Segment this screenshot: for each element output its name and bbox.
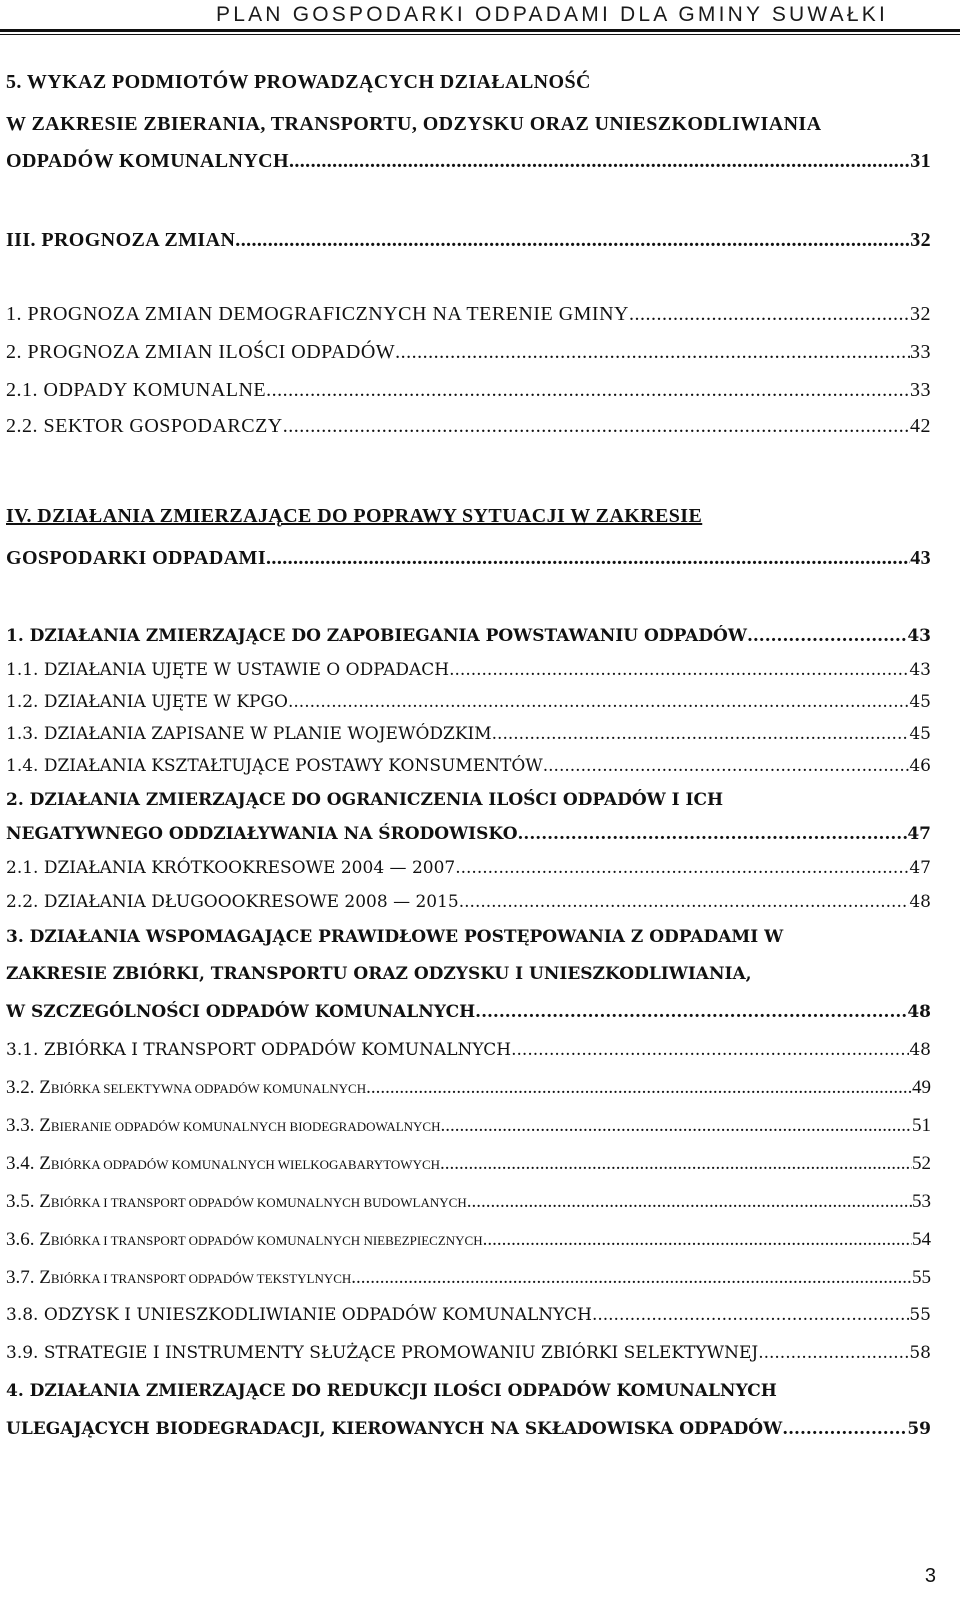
dot-leader [758, 1337, 909, 1369]
page-ref: 54 [912, 1229, 931, 1250]
toc-entry[interactable]: 3.3. ZBIERANIE ODPADÓW KOMUNALNYCH BIODEGRADOWALNYCH ..... 51 [6, 1110, 931, 1142]
toc-entry[interactable]: GOSPODARKI ODPADAMI ..... 43 [6, 542, 931, 574]
toc-entry[interactable]: 1.4. DZIAŁANIA KSZTAŁTUJĄCE POSTAWY KONSUMENTÓW ..... 46 [6, 750, 931, 782]
dot-leader [288, 686, 909, 718]
dot-leader [266, 374, 910, 406]
page-number: 3 [924, 1565, 936, 1587]
dot-leader [455, 852, 909, 884]
running-header: PLAN GOSPODARKI ODPADAMI DLA GMINY SUWAŁKI [216, 3, 888, 26]
page-ref: 43 [907, 626, 931, 646]
page-ref: 33 [910, 379, 931, 401]
toc-entry[interactable]: III. PROGNOZA ZMIAN ..... 32 [6, 224, 931, 256]
toc-entry[interactable]: 2.1. DZIAŁANIA KRÓTKOOKRESOWE 2004 — 2007 ..... 47 [6, 852, 931, 884]
dot-leader [449, 654, 909, 686]
page-ref: 55 [909, 1305, 931, 1325]
page-ref: 31 [910, 150, 931, 172]
page-ref: 51 [912, 1115, 931, 1136]
dot-leader [440, 1148, 912, 1180]
dot-leader [351, 1262, 912, 1294]
dot-leader [395, 336, 910, 368]
dot-leader [467, 1186, 912, 1218]
header-rule [0, 29, 960, 32]
toc-entry[interactable]: 3.7. ZBIÓRKA I TRANSPORT ODPADÓW TEKSTYLNYCH ..... 55 [6, 1262, 931, 1294]
dot-leader [235, 224, 910, 256]
toc-entry[interactable]: 1. DZIAŁANIA ZMIERZAJĄCE DO ZAPOBIEGANIA POWSTAWANIU ODPADÓW ..... 43 [6, 620, 931, 652]
page-ref: 33 [910, 341, 931, 363]
dot-leader [492, 718, 910, 750]
page-ref: 45 [909, 692, 931, 712]
toc-entry: 2. DZIAŁANIA ZMIERZAJĄCE DO OGRANICZENIA ILOŚCI ODPADÓW I ICH [6, 790, 724, 810]
toc-entry[interactable]: 3.6. ZBIÓRKA I TRANSPORT ODPADÓW KOMUNALNYCH NIEBEZPIECZNYCH ..... 54 [6, 1224, 931, 1256]
page-ref: 52 [912, 1153, 931, 1174]
page-ref: 48 [909, 892, 931, 912]
toc-entry[interactable]: 3.4. ZBIÓRKA ODPADÓW KOMUNALNYCH WIELKOGABARYTOWYCH ..... 52 [6, 1148, 931, 1180]
dot-leader [747, 620, 907, 652]
header-rule-thin [0, 34, 960, 35]
page-ref: 58 [909, 1343, 931, 1363]
dot-leader [366, 1072, 912, 1104]
toc-entry[interactable]: 2.1. ODPADY KOMUNALNE ..... 33 [6, 374, 931, 406]
page-ref: 32 [910, 229, 931, 251]
page-ref: 49 [912, 1077, 931, 1098]
page-ref: 47 [909, 858, 931, 878]
dot-leader [475, 996, 907, 1028]
page-ref: 48 [909, 1040, 931, 1060]
dot-leader [441, 1110, 913, 1142]
toc-entry[interactable]: ULEGAJĄCYCH BIODEGRADACJI, KIEROWANYCH NA SKŁADOWISKA ODPADÓW ..... 59 [6, 1413, 931, 1445]
toc-entry: ZAKRESIE ZBIÓRKI, TRANSPORTU ORAZ ODZYSKU I UNIESZKODLIWIANIA, [6, 964, 752, 984]
toc-entry[interactable]: W SZCZEGÓLNOŚCI ODPADÓW KOMUNALNYCH ..... 48 [6, 996, 931, 1028]
dot-leader [518, 818, 908, 850]
toc-entry[interactable]: 1.3. DZIAŁANIA ZAPISANE W PLANIE WOJEWÓDZKIM ..... 45 [6, 718, 931, 750]
page-ref: 48 [907, 1002, 931, 1022]
toc-entry[interactable]: 3.8. ODZYSK I UNIESZKODLIWIANIE ODPADÓW KOMUNALNYCH ..... 55 [6, 1299, 931, 1331]
dot-leader [459, 886, 910, 918]
toc-entry[interactable]: 2. PROGNOZA ZMIAN ILOŚCI ODPADÓW ..... 33 [6, 336, 931, 368]
dot-leader [511, 1034, 909, 1066]
toc-entry[interactable]: NEGATYWNEGO ODDZIAŁYWANIA NA ŚRODOWISKO ..... 47 [6, 818, 931, 850]
toc-entry: W ZAKRESIE ZBIERANIA, TRANSPORTU, ODZYSKU ORAZ UNIESZKODLIWIANIA [6, 113, 822, 135]
toc-entry[interactable]: 3.1. ZBIÓRKA I TRANSPORT ODPADÓW KOMUNALNYCH ..... 48 [6, 1034, 931, 1066]
toc-entry[interactable]: 3.9. STRATEGIE I INSTRUMENTY SŁUŻĄCE PROMOWANIU ZBIÓRKI SELEKTYWNEJ ..... 58 [6, 1337, 931, 1369]
dot-leader [266, 542, 910, 574]
toc-entry: 3. DZIAŁANIA WSPOMAGAJĄCE PRAWIDŁOWE POSTĘPOWANIA Z ODPADAMI W [6, 927, 784, 947]
dot-leader [283, 410, 910, 442]
page-ref: 45 [909, 724, 931, 744]
page-ref: 46 [909, 756, 931, 776]
page-ref: 32 [910, 303, 931, 325]
dot-leader [289, 145, 910, 177]
toc-entry[interactable]: 3.2. ZBIÓRKA SELEKTYWNA ODPADÓW KOMUNALNYCH ..... 49 [6, 1072, 931, 1104]
page-ref: 55 [912, 1267, 931, 1288]
toc-entry: 5. WYKAZ PODMIOTÓW PROWADZĄCYCH DZIAŁALNOŚĆ [6, 71, 591, 93]
page-ref: 47 [907, 824, 931, 844]
toc-entry: IV. DZIAŁANIA ZMIERZAJĄCE DO POPRAWY SYTUACJI W ZAKRESIE [6, 505, 703, 527]
toc-entry[interactable]: 1.2. DZIAŁANIA UJĘTE W KPGO ..... 45 [6, 686, 931, 718]
dot-leader [782, 1413, 907, 1445]
toc-entry[interactable]: 1.1. DZIAŁANIA UJĘTE W USTAWIE O ODPADACH ..... 43 [6, 654, 931, 686]
page-ref: 53 [912, 1191, 931, 1212]
toc-entry[interactable]: 1. PROGNOZA ZMIAN DEMOGRAFICZNYCH NA TERENIE GMINY ..... 32 [6, 298, 931, 330]
toc-entry: 4. DZIAŁANIA ZMIERZAJĄCE DO REDUKCJI ILOŚCI ODPADÓW KOMUNALNYCH [6, 1381, 777, 1401]
page-ref: 43 [909, 660, 931, 680]
toc-entry[interactable]: ODPADÓW KOMUNALNYCH ..... 31 [6, 145, 931, 177]
page-ref: 42 [910, 415, 931, 437]
dot-leader [483, 1224, 912, 1256]
toc-entry[interactable]: 3.5. ZBIÓRKA I TRANSPORT ODPADÓW KOMUNALNYCH BUDOWLANYCH ..... 53 [6, 1186, 931, 1218]
dot-leader [629, 298, 910, 330]
toc-entry[interactable]: 2.2. SEKTOR GOSPODARCZY ..... 42 [6, 410, 931, 442]
toc-entry[interactable]: 2.2. DZIAŁANIA DŁUGOOOKRESOWE 2008 — 2015 ..... 48 [6, 886, 931, 918]
page-ref: 59 [907, 1419, 931, 1439]
dot-leader [592, 1299, 909, 1331]
dot-leader [543, 750, 910, 782]
page-ref: 43 [910, 547, 931, 569]
